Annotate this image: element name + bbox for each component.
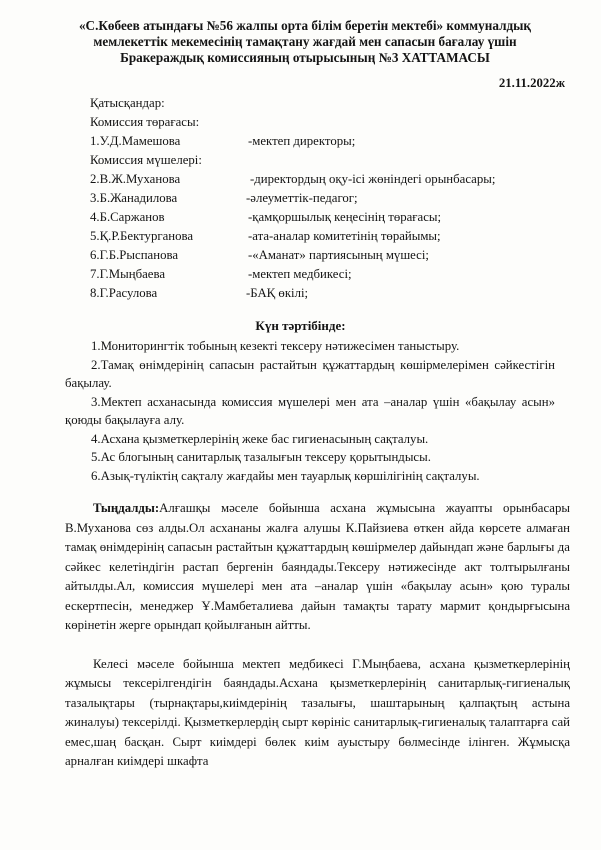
member-row (90, 246, 429, 265)
member-role: -мектеп медбикесі; (248, 267, 352, 281)
participants-block (90, 94, 496, 303)
agenda-item: 2.Тамақ өнімдерінің сапасын растайтын құжаттардың көшірмелерімен сәйкестігін бақылау. (65, 357, 555, 390)
member-name: 4.Б.Саржанов (90, 210, 165, 224)
agenda-heading: Күн тәртібінде: (255, 318, 346, 333)
member-role: -«Аманат» партиясының мүшесі; (248, 248, 429, 262)
paragraph-text: Келесі мәселе бойынша мектеп медбикесі Г.Мыңбаева, асхана қызметкерлерінің жұмысы тексерілгендігін баяндады.Асхана қызметкерлерінің санитарлық-гигиеналық тазалықтары (тырнақтары,киімдерінің тазалығы, шаштарының қалпақтың астына жиналуы) тексерілді. Қызметкерлердің сырт көрініс санитарлық-гигиеналық талаптарға сай емес,шаң басқан. Сырт киімдері бөлек киім ауыстыру бөлмесінде ілінген. Жұмысқа арналған киімдері шкафта (65, 656, 570, 768)
paragraph-lead: Тыңдалды: (93, 501, 160, 515)
agenda-item: 6.Азық-түліктің сақталу жағдайы мен тауарлық көршілігінің сақталуы. (91, 468, 480, 483)
member-row (90, 189, 358, 208)
chair-label: Комиссия төрағасы: (90, 115, 200, 129)
member-role: -БАҚ өкілі; (246, 286, 309, 300)
members-label: Комиссия мүшелері: (90, 153, 202, 167)
title-line: Бракераждық комиссияның отырысының №3 ХАТТАМАСЫ (120, 50, 490, 65)
member-name: 8.Г.Расулова (90, 286, 158, 300)
member-row (90, 265, 352, 284)
member-row (90, 227, 441, 246)
member-row (90, 284, 309, 303)
participants-label: Қатысқандар: (90, 96, 165, 110)
member-role: -мектеп директоры; (248, 134, 356, 148)
agenda-item: 1.Мониторингтік тобының кезекті тексеру нәтижесімен таныстыру. (91, 339, 460, 353)
agenda-item: 5.Ас блогының санитарлық тазалығын тексеру қорытындысы. (91, 450, 431, 464)
minutes-body (65, 499, 570, 791)
chair-row (90, 132, 356, 151)
member-name: 1.У.Д.Мамешова (90, 134, 181, 148)
member-name: 6.Г.Б.Рыспанова (90, 248, 179, 262)
paragraph-text: Алғашқы мәселе бойынша асхана жұмысына жауапты орынбасары В.Муханова сөз алды.Ол асхананы жалға алушы К.Пайзиева өткен айда көрсете алмаған тамақ өнімдерінің сапасын растайтын құжаттардың көшірмелер дайындап және барлығы да сәйкес келетіндігін растап бергенін баяндады.Тексеру нәтижесінде акт толтырылғаны айтылды.Ал, комиссия мүшелері мен ата –аналар үшін «бақылау асын» қою туралы ескертпесін, менеджер Ұ.Мамбеталиева дайын тамақты тарату мармит қондырғысына көрінетін жерге орындап қойылғанын айтты. (65, 501, 570, 632)
agenda-list (65, 337, 555, 485)
member-role: -директордың оқу-ісі жөніндегі орынбасары; (250, 172, 496, 186)
member-row (90, 170, 496, 189)
document-title (40, 18, 570, 66)
document-date: 21.11.2022ж (498, 76, 565, 90)
agenda-item: 4.Асхана қызметкерлерінің жеке бас гигиенасының сақталуы. (91, 431, 429, 446)
member-role: -қамқоршылық кеңесінің төрағасы; (248, 210, 442, 224)
member-role: -әлеуметтік-педагог; (246, 191, 358, 205)
member-name: 2.В.Ж.Муханова (90, 172, 181, 186)
paragraph-next-issue (65, 655, 570, 772)
member-name: 5.Қ.Р.Бектурганова (90, 229, 194, 243)
member-role: -ата-аналар комитетінің төрайымы; (248, 229, 441, 243)
title-line: мемлекеттік мекемесінің тамақтану жағдай мен сапасын бағалау үшін (93, 34, 517, 49)
title-line: «С.Көбеев атындағы №56 жалпы орта білім беретін мектебі» коммуналдық (78, 18, 532, 33)
member-row (90, 208, 442, 227)
paragraph-heard (65, 499, 570, 636)
member-name: 7.Г.Мыңбаева (90, 267, 166, 281)
member-name: 3.Б.Жанадилова (90, 191, 178, 205)
agenda-item: 3.Мектеп асханасында комиссия мүшелері мен ата –аналар үшін «бақылау асын» қоюды бақылауға алу. (65, 394, 555, 427)
